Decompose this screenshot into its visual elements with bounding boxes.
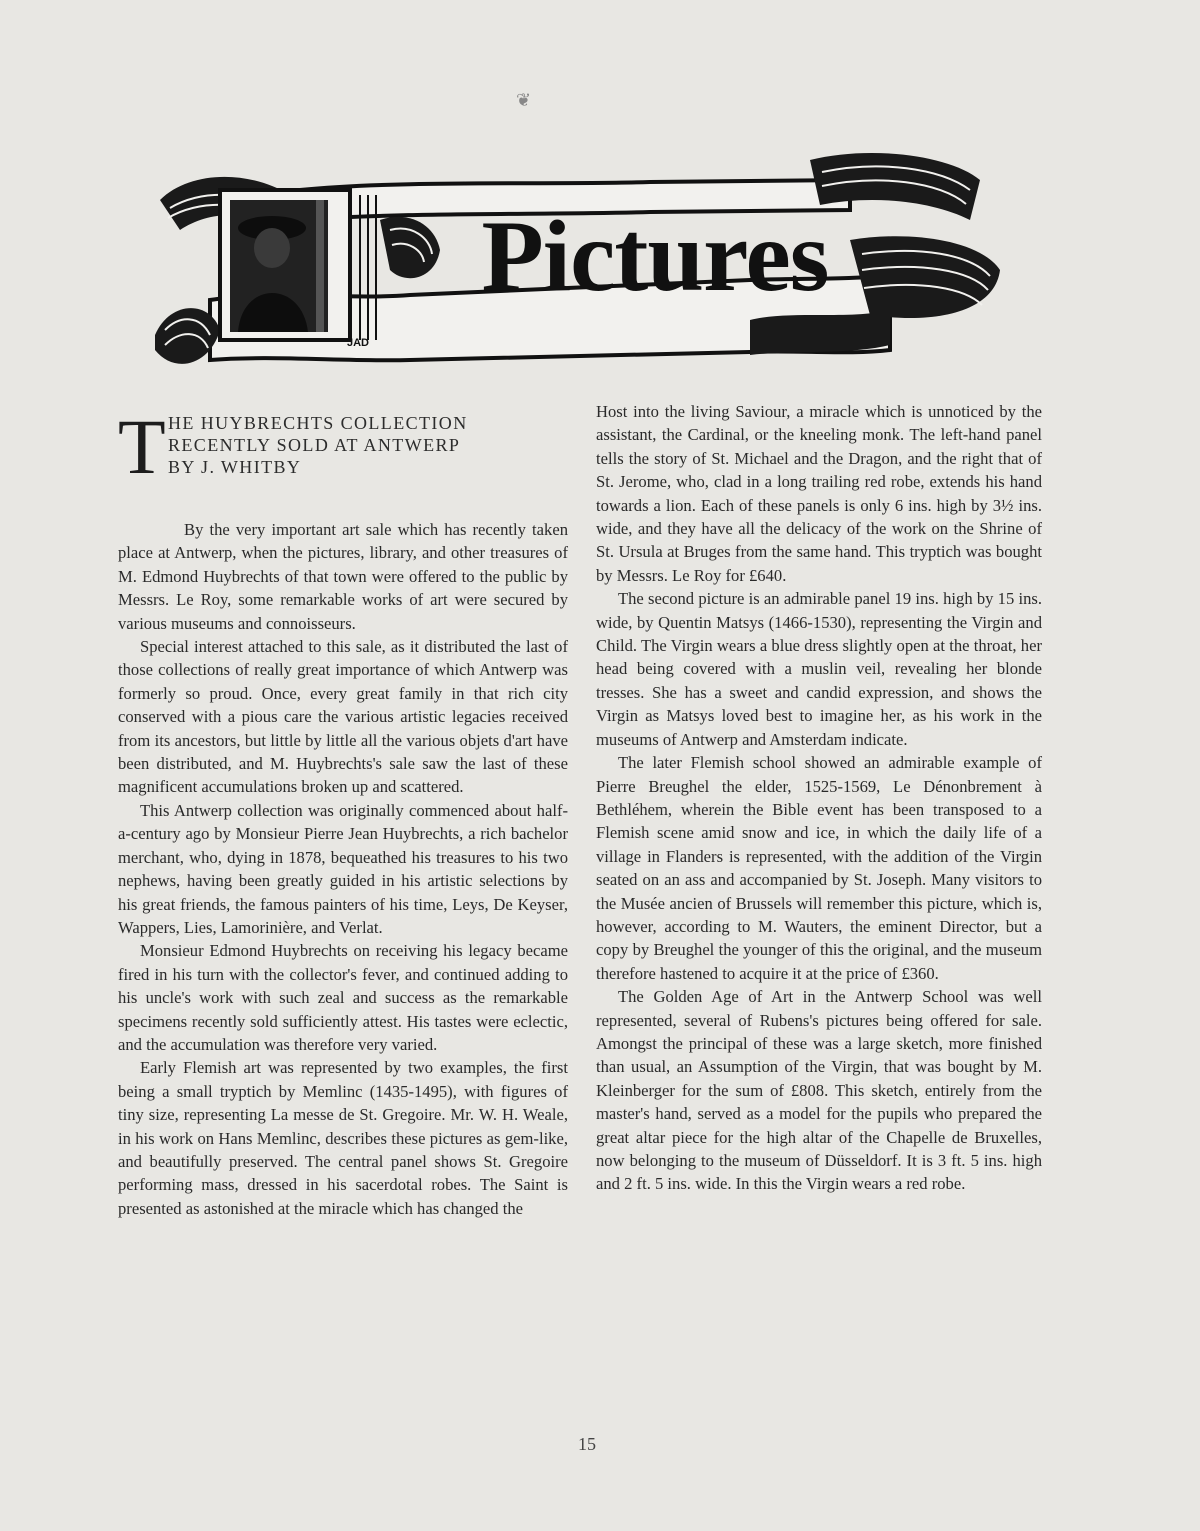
page-title: Pictures — [481, 200, 829, 313]
ornament-icon: ❦ — [516, 90, 532, 110]
drop-cap: T — [118, 403, 166, 490]
paragraph: Early Flemish art was represented by two examples, the first being a small tryptich by Memlinc (1435-1495), with figures of tiny size, representing La messe de St. Gregoire. Mr. W. H. Weale, in his work on Hans Memlinc, describes these pictures as gem-like, and beautifully preserved. The central panel shows St. Gregoire performing mass, dressed in his sacerdotal robes. The Saint is presented as astonished at the miracle which has changed the — [118, 1058, 568, 1218]
paragraph: Special interest attached to this sale, as it distributed the last of those collections of really great importance of which Antwerp was formerly so proud. Once, every great family in that rich city conserved with a pious care the various artistic legacies received from its ancestors, but little by little all the various objets d'art have been distributed, and M. Huybrechts's sale saw the last of these magnificent accumulations broken up and scattered. — [118, 637, 568, 797]
paragraph: This Antwerp collection was originally commenced about half-a-century ago by Monsieur Pierre Jean Huybrechts, a rich bachelor merchant, who, dying in 1878, bequeathed his treasures to his two nephews, having been greatly guided in his artistic selections by his great friends, the famous painters of his time, Leys, De Keyser, Wappers, Lies, Lamorinière, and Verlat. — [118, 800, 568, 937]
paragraph: The later Flemish school showed an admirable example of Pierre Breughel the elder, 1525-1569, Le Dénonbrement à Bethléhem, wherein the Bible event has been transposed to a Flemish scene amid snow and ice, in which the daily life of a village in Flanders is represented, with the addition of the Virgin seated on an ass and accompanied by St. Joseph. Many visitors to the Musée ancien of Brussels will remember this picture, which is, however, according to M. Wauters, the eminent Director, but a copy by Breughel the younger of this the original, and the museum therefore hastened to acquire it at the price of £360. — [596, 753, 1042, 983]
page-number: 15 — [578, 1434, 596, 1454]
paragraph: The Golden Age of Art in the Antwerp School was well represented, several of Rubens's pictures being offered for sale. Amongst the principal of these was a large sketch, more finished than usual, an Assumption of the Virgin, that was bought by M. Kleinberger for the sum of £808. This sketch, entirely from the master's hand, served as a model for the pupils who prepared the great altar piece for the high altar of the Chapelle de Bruxelles, now belonging to the museum of Düsseldorf. It is 3 ft. 5 ins. high and 2 ft. 5 ins. wide. In this the Virgin wears a red robe. — [596, 987, 1042, 1194]
heading-byline: BY J. WHITBY — [168, 457, 302, 477]
paragraph: By the very important art sale which has recently taken place at Antwerp, when the pictures, library, and other treasures of M. Edmond Huybrechts of that town were offered to the public by Messrs. Le Roy, some remarkable works of art were secured by various museums and connoisseurs. — [118, 520, 568, 633]
heading-line: HE HUYBRECHTS COLLECTION — [168, 413, 468, 433]
illustrator-signature: JAD — [347, 337, 370, 349]
right-column — [596, 400, 1042, 1196]
paragraph: Monsieur Edmond Huybrechts on receiving his legacy became fired in his turn with the collector's fever, and continued adding to his uncle's work with such zeal and success as the remarkable specimens recently sold sufficiently attest. His tastes were eclectic, and the accumulation was therefore very varied. — [118, 941, 568, 1054]
article-heading — [118, 403, 568, 504]
header-banner — [150, 150, 1010, 380]
paragraph: Host into the living Saviour, a miracle which is unnoticed by the assistant, the Cardinal, or the kneeling monk. The left-hand panel tells the story of St. Michael and the Dragon, and the right that of St. Jerome, who, clad in a long trailing red robe, extends his hand towards a lion. Each of these panels is only 6 ins. high by 3½ ins. wide, and they have all the delicacy of the work on the Shrine of St. Ursula at Bruges from the same hand. This tryptich was bought by Messrs. Le Roy for £640. — [596, 402, 1042, 585]
left-column — [118, 403, 568, 1220]
heading-line: RECENTLY SOLD AT ANTWERP — [168, 435, 461, 455]
paragraph: The second picture is an admirable panel 19 ins. high by 15 ins. wide, by Quentin Matsys (1466-1530), representing the Virgin and Child. The Virgin wears a blue dress slightly open at the throat, her head being covered with a muslin veil, revealing her blonde tresses. She has a sweet and candid expression, and shows the Virgin as Matsys loved best to imagine her, as his work in the museums of Antwerp and Amsterdam indicate. — [596, 589, 1042, 749]
